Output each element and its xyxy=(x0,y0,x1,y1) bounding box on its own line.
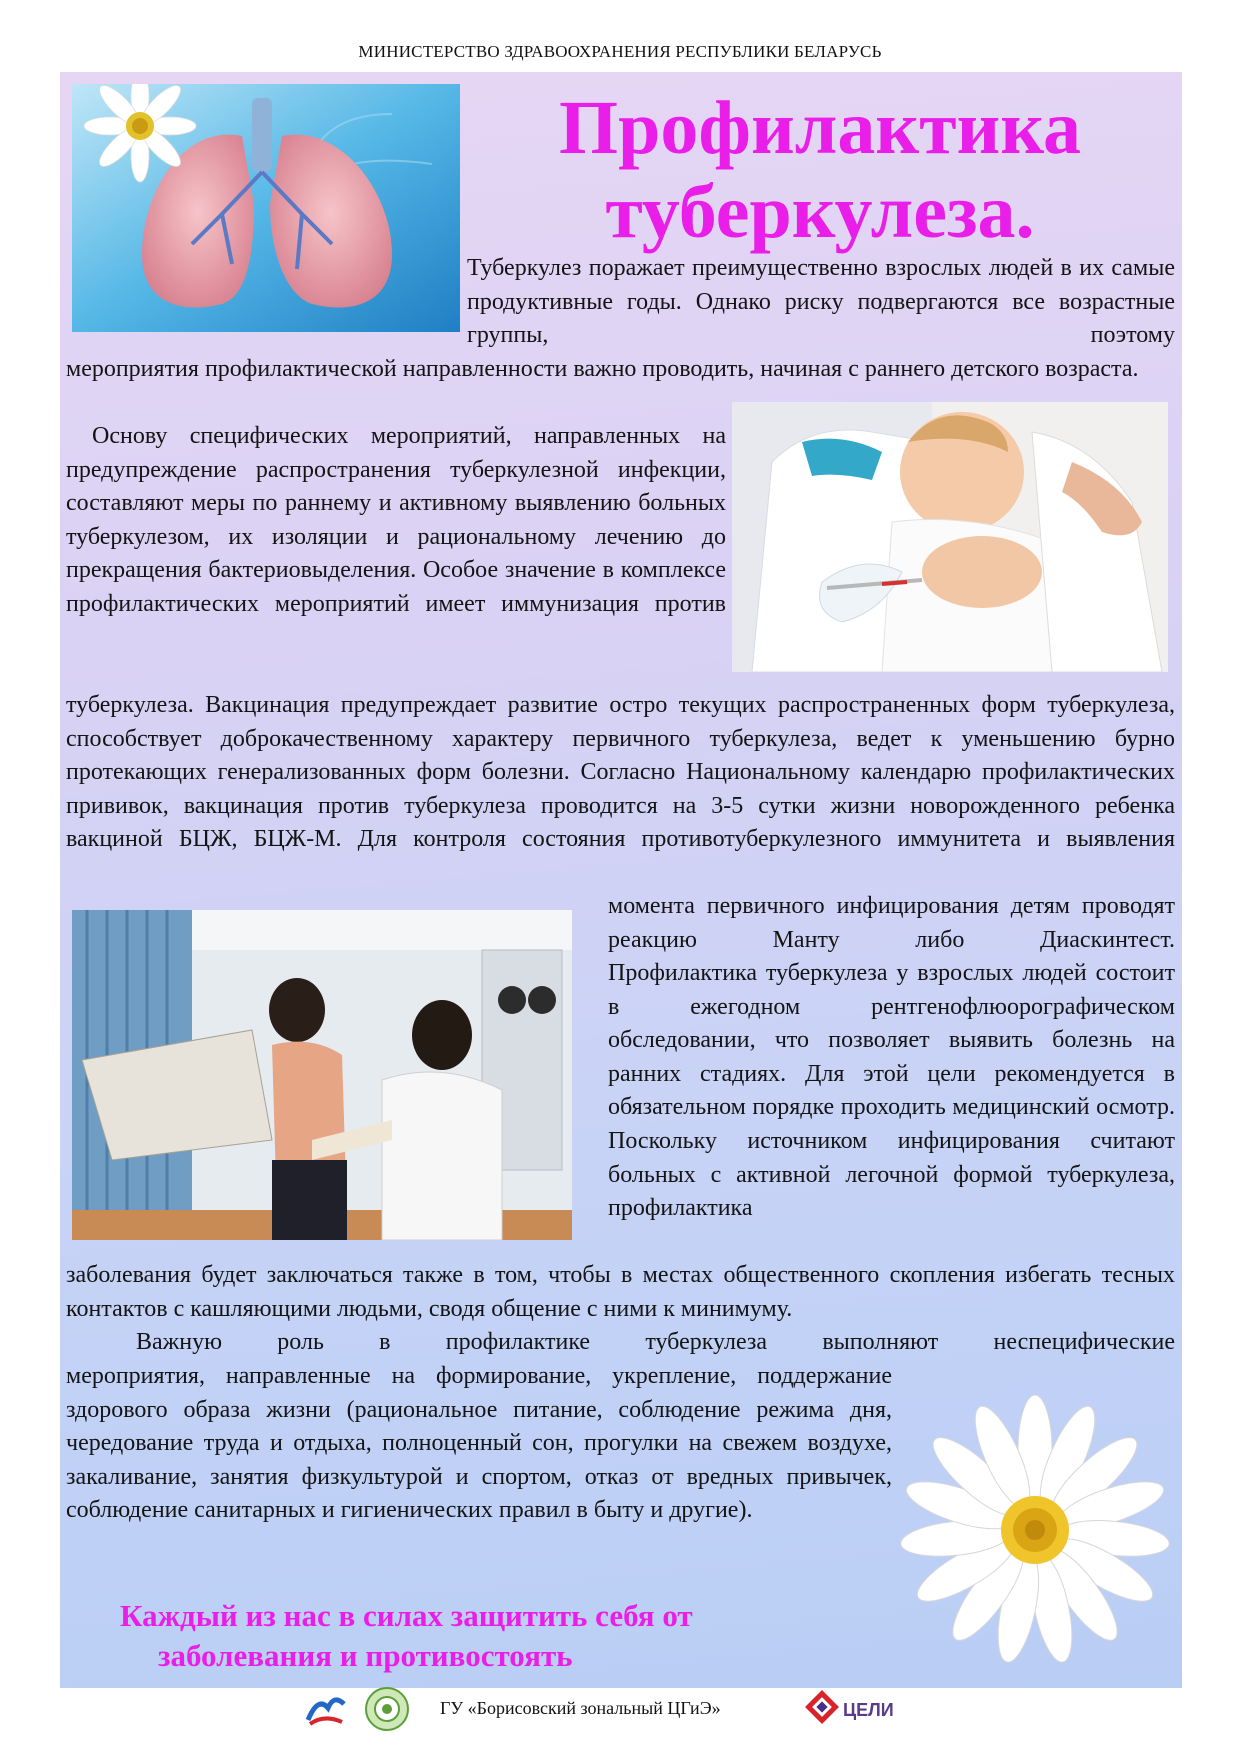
closing-line-2: заболевания и противостоять xyxy=(158,1638,573,1673)
baby-vaccination-photo xyxy=(732,402,1168,672)
daisy-flower-large-image xyxy=(900,1395,1170,1665)
logo-health xyxy=(304,1690,348,1735)
paragraph-1b: мероприятия профилактической направленности важно проводить, начиная с раннего детского возраста. xyxy=(66,356,1139,382)
paragraph-3a: Профилактика туберкулеза у взрослых людей состоит в ежегодном рентгенофлюорографическом обследовании, что позволяет выявить болезнь на ранних стадиях. Для этой цели рекомендуется в обязательном порядке проходить медицинский осмотр. Поскольку источником инфицирования считают больных с активной легочной формой туберкулеза, профилактика xyxy=(608,960,1175,1222)
title-line-2: туберкулеза. xyxy=(605,170,1035,254)
ministry-header: МИНИСТЕРСТВО ЗДРАВООХРАНЕНИЯ РЕСПУБЛИКИ БЕЛАРУСЬ xyxy=(358,42,882,61)
logo-borisov xyxy=(364,1686,410,1737)
closing-line-1: Каждый из нас в силах защитить себя от xyxy=(120,1598,693,1633)
logo-tseli-text: ЦЕЛИ xyxy=(843,1700,894,1720)
paragraph-2b: туберкулеза. Вакцинация предупреждает развитие остро текущих распространенных форм туберкулеза, способствует доброкачественному характеру первичного туберкулеза, ведет к уменьшению бурно протекающих генерализованных форм болезни. Согласно Национальному календарю профилактических прививок, вакцинация против туберкулеза проводится на 3-5 сутки жизни новорожденного ребенка вакциной БЦЖ, БЦЖ-М. Для контроля состояния противотуберкулезного иммунитета и выявления xyxy=(66,692,1175,853)
paragraph-3b: заболевания будет заключаться также в том, чтобы в местах общественного скопления избегать тесных контактов с кашляющими людьми, сводя общение с ними к минимуму. xyxy=(66,1262,1175,1322)
page-title xyxy=(500,86,1140,254)
footer-org: ГУ «Борисовский зональный ЦГиЭ» xyxy=(440,1698,721,1718)
paragraph-2a: Основу специфических мероприятий, направленных на предупреждение распространения туберкулезной инфекции, составляют меры по раннему и активному выявлению больных туберкулезом, их изоляции и рациональному лечению до прекращения бактериовыделения. Особое значение в комплексе профилактических мероприятий имеет иммунизация против xyxy=(66,423,726,617)
paragraph-1a: Туберкулез поражает преимущественно взрослых людей в их самые продуктивные годы. Однако риску подвергаются все возрастные группы, поэтому xyxy=(467,255,1175,349)
title-line-1: Профилактика xyxy=(559,86,1081,170)
fluorography-photo xyxy=(72,910,572,1240)
paragraph-2c: момента первичного инфицирования детям проводят реакцию Манту либо Диаскинтест. xyxy=(608,893,1175,953)
paragraph-4b: мероприятия, направленные на формирование, укрепление, поддержание здорового образа жизни (рациональное питание, соблюдение режима дня, чередование труда и отдыха, полноценный сон, прогулки на свежем воздухе, закаливание, занятия физкультурой и спортом, отказ от вредных привычек, соблюдение санитарных и гигиенических правил в быту и другие). xyxy=(66,1363,892,1524)
logo-tseli xyxy=(803,1688,841,1731)
lungs-image xyxy=(72,84,460,332)
closing-message xyxy=(120,1596,860,1676)
paragraph-4a: Важную роль в профилактике туберкулеза выполняют неспецифические xyxy=(136,1329,1175,1355)
